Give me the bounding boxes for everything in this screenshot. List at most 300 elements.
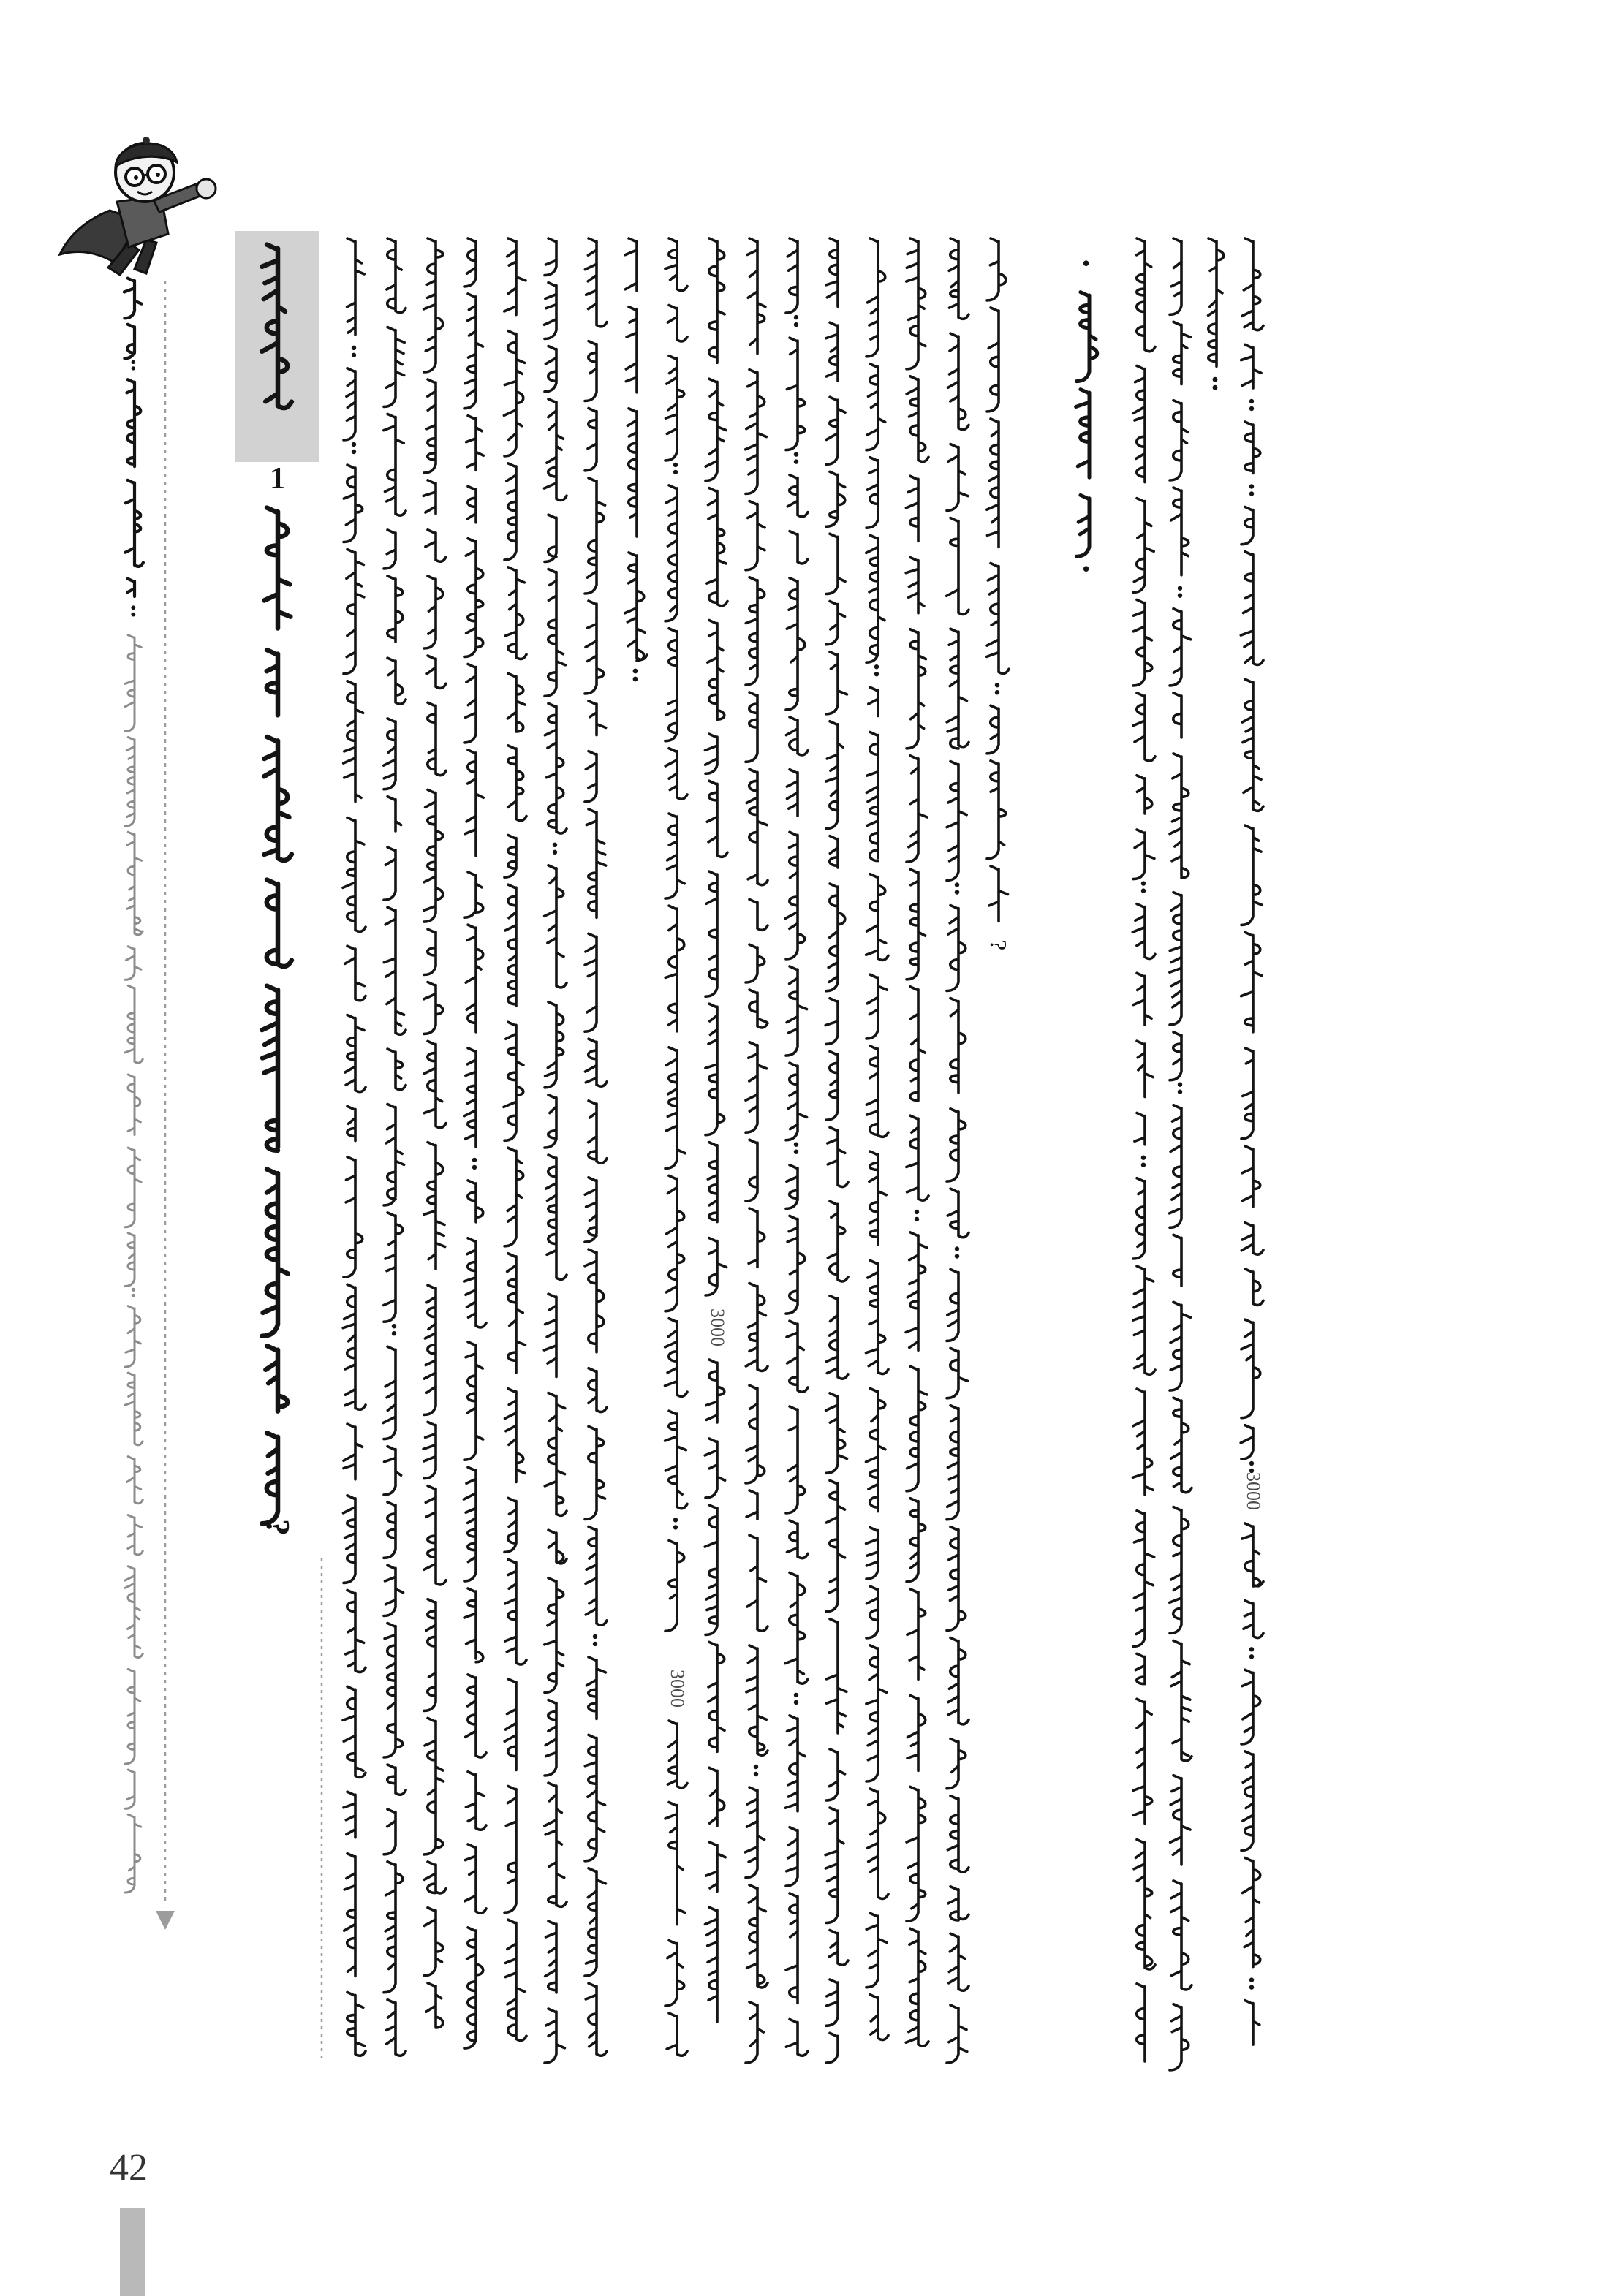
script-word <box>1076 390 1089 478</box>
script-word <box>826 1749 845 1800</box>
script-word <box>504 331 524 456</box>
script-word <box>1170 1032 1181 1080</box>
script-word <box>866 974 887 1039</box>
script-word <box>1133 499 1154 593</box>
script-word <box>384 1105 404 1205</box>
body-text-column <box>785 238 808 2056</box>
script-word <box>1135 1653 1145 1683</box>
script-word <box>344 550 364 674</box>
script-word <box>125 1566 143 1658</box>
script-word <box>746 370 767 494</box>
script-word <box>465 1675 486 1757</box>
script-word <box>785 1572 808 1683</box>
punctuation-mark <box>794 322 798 327</box>
script-word <box>866 458 878 528</box>
heading-number: 1 <box>270 462 285 496</box>
script-word <box>1173 1235 1181 1286</box>
body-text-column <box>464 238 486 2048</box>
script-word <box>124 279 142 319</box>
punctuation-mark <box>995 683 999 687</box>
punctuation-mark <box>593 1634 597 1639</box>
script-word <box>665 1411 687 1509</box>
script-word <box>786 1893 798 2003</box>
script-word <box>665 1941 684 2006</box>
script-word <box>464 664 476 743</box>
script-word <box>866 364 885 450</box>
script-word <box>548 1530 567 1564</box>
script-word <box>424 1285 436 1414</box>
script-word <box>465 1844 486 1913</box>
script-word <box>545 703 567 833</box>
script-word <box>987 419 999 548</box>
script-word <box>125 1148 141 1227</box>
script-word <box>545 1095 556 1148</box>
script-word <box>384 1447 401 1495</box>
script-word <box>826 471 845 526</box>
script-word <box>125 1306 140 1367</box>
script-word <box>667 2013 687 2056</box>
punctuation-mark <box>132 360 135 364</box>
punctuation-mark <box>995 690 999 694</box>
script-word <box>345 1015 366 1092</box>
script-word <box>1245 422 1260 474</box>
script-word <box>1171 1881 1192 1990</box>
script-word <box>947 444 968 511</box>
script-word <box>125 1233 135 1287</box>
punctuation-mark <box>131 605 135 610</box>
script-word <box>1241 1048 1253 1139</box>
script-word <box>466 925 483 1032</box>
script-word <box>1208 238 1224 366</box>
script-word <box>906 558 924 613</box>
script-word <box>1133 973 1151 1025</box>
script-word <box>125 947 141 980</box>
script-word <box>507 1254 526 1373</box>
script-word <box>829 1931 848 1966</box>
script-word <box>346 1590 366 1672</box>
punctuation-mark <box>1249 1461 1254 1466</box>
script-word <box>787 1321 808 1392</box>
script-word <box>707 781 727 857</box>
punctuation-mark <box>673 470 678 474</box>
script-word <box>384 1624 403 1758</box>
script-word <box>465 750 483 856</box>
script-word <box>262 986 278 1151</box>
heading-question-mark: ? <box>260 1519 297 1536</box>
script-word <box>384 1862 403 1993</box>
punctuation-mark <box>132 1294 135 1297</box>
script-word <box>585 238 607 327</box>
punctuation-mark <box>472 1158 477 1162</box>
script-word <box>1171 1640 1192 1761</box>
script-word <box>343 1686 366 1777</box>
script-word <box>947 629 969 749</box>
script-word <box>424 1908 443 1976</box>
script-word <box>786 238 798 313</box>
script-word <box>424 789 443 922</box>
script-word <box>387 1765 406 1795</box>
script-word <box>949 1933 969 1990</box>
body-text-column <box>383 238 406 2056</box>
script-word <box>424 982 443 1034</box>
punctuation-mark <box>1213 385 1218 390</box>
punctuation-mark <box>132 366 135 370</box>
script-word <box>545 1700 556 1776</box>
script-word <box>826 1480 845 1611</box>
script-word <box>747 1885 768 1988</box>
script-word <box>468 1181 483 1222</box>
script-word <box>505 1389 526 1482</box>
page-number: 42 <box>110 2147 148 2189</box>
body-text-column <box>423 238 446 2028</box>
script-word <box>907 1115 928 1200</box>
script-word <box>384 1565 404 1615</box>
body-text-column <box>665 238 688 2056</box>
script-word <box>907 629 926 749</box>
script-word <box>1173 322 1191 384</box>
script-word <box>626 307 637 393</box>
script-word <box>826 1051 838 1120</box>
script-word <box>464 1928 483 2048</box>
script-word <box>987 761 1006 859</box>
punctuation-mark <box>1141 1163 1146 1167</box>
script-word <box>384 907 406 1034</box>
script-word <box>384 530 396 569</box>
script-word <box>545 238 556 276</box>
script-word <box>127 1457 143 1504</box>
script-word <box>708 1642 725 1751</box>
script-word <box>343 1284 366 1409</box>
script-word <box>1135 1113 1145 1145</box>
script-word <box>586 1039 608 1086</box>
script-word <box>830 836 838 868</box>
script-word <box>125 738 135 827</box>
punctuation-mark <box>794 1143 798 1147</box>
script-word <box>907 238 926 369</box>
script-word <box>344 681 363 802</box>
script-word <box>424 1041 446 1127</box>
script-word <box>125 480 143 567</box>
script-word <box>746 2002 763 2063</box>
script-word <box>667 306 687 341</box>
script-word <box>705 1004 725 1135</box>
script-word <box>866 535 885 662</box>
script-word <box>387 576 403 642</box>
script-word <box>428 702 446 775</box>
script-word <box>505 1920 526 2040</box>
punctuation-mark <box>352 450 356 454</box>
script-word <box>589 701 606 735</box>
script-word <box>464 294 483 409</box>
script-word <box>585 933 597 1031</box>
script-word <box>826 721 843 829</box>
script-word <box>947 762 966 881</box>
script-word <box>262 1170 287 1336</box>
script-word <box>387 797 401 831</box>
script-word <box>665 356 684 461</box>
script-word <box>504 463 516 560</box>
script-word <box>665 1803 685 1925</box>
script-word <box>947 1739 966 1789</box>
script-word <box>545 2009 564 2063</box>
script-word <box>504 1148 523 1246</box>
script-word <box>746 1140 757 1201</box>
script-word <box>665 749 687 800</box>
script-word <box>747 238 765 354</box>
script-word <box>826 884 845 991</box>
script-word <box>705 379 726 480</box>
script-word <box>424 1862 446 1893</box>
body-text-column <box>745 238 768 2063</box>
running-head <box>125 635 143 1893</box>
script-word <box>747 1535 768 1631</box>
script-word <box>585 478 605 594</box>
script-word <box>387 238 406 313</box>
script-word <box>1171 488 1189 575</box>
script-word <box>709 238 725 363</box>
script-word <box>1173 693 1181 738</box>
punctuation-mark <box>1141 881 1146 885</box>
paragraph-number: 3000 <box>1243 1472 1264 1510</box>
heading-label <box>262 245 292 408</box>
script-word <box>949 238 969 319</box>
script-word <box>826 652 847 714</box>
script-word <box>826 397 845 464</box>
script-word <box>585 409 597 471</box>
script-word <box>264 508 290 629</box>
script-word <box>665 1175 684 1311</box>
script-word <box>665 1047 685 1169</box>
script-word <box>504 1787 516 1913</box>
script-word <box>1170 609 1191 686</box>
script-word <box>786 1406 805 1513</box>
script-word <box>786 1165 798 1209</box>
script-word <box>707 488 727 606</box>
script-word <box>464 539 483 657</box>
script-word <box>826 602 845 645</box>
script-word <box>1242 1146 1260 1207</box>
script-word <box>826 322 838 381</box>
script-word <box>1137 238 1155 352</box>
script-word <box>504 836 516 878</box>
script-word <box>1133 830 1154 879</box>
script-word <box>344 465 363 542</box>
script-word <box>507 673 525 732</box>
script-word <box>746 769 768 884</box>
script-word <box>828 1127 848 1186</box>
script-word <box>545 1921 556 1993</box>
script-word <box>384 1502 396 1558</box>
script-word <box>545 1578 564 1693</box>
script-word <box>987 238 1006 300</box>
punctuation-mark <box>915 1217 919 1221</box>
script-word <box>746 1490 757 1519</box>
script-word <box>264 737 292 860</box>
script-word <box>384 719 396 789</box>
script-word <box>1133 693 1155 761</box>
script-word <box>1134 1840 1155 1970</box>
script-word <box>545 569 565 697</box>
script-word <box>545 1783 567 1906</box>
script-word <box>828 1201 848 1281</box>
punctuation-mark <box>955 882 959 887</box>
script-word <box>665 906 684 1031</box>
script-word <box>545 515 556 561</box>
script-word <box>344 368 355 440</box>
script-word <box>910 987 925 1101</box>
script-word <box>426 1983 443 2028</box>
script-word <box>585 1426 605 1519</box>
punctuation-mark <box>1141 1156 1146 1160</box>
script-word <box>585 1868 605 1976</box>
script-word <box>947 1796 969 1872</box>
script-word <box>1133 600 1152 686</box>
script-word <box>423 480 436 514</box>
script-word <box>826 238 838 306</box>
body-text-column <box>705 238 727 2022</box>
script-word <box>467 486 476 522</box>
script-word <box>826 1619 846 1733</box>
script-word <box>786 338 805 450</box>
script-word <box>665 1319 688 1397</box>
script-word <box>665 485 677 621</box>
script-word <box>427 656 446 688</box>
script-word <box>787 770 798 817</box>
script-word <box>907 869 926 980</box>
script-word <box>826 2033 838 2063</box>
script-word <box>826 534 845 594</box>
script-word <box>585 1178 597 1242</box>
script-word <box>667 1721 687 1788</box>
punctuation-mark <box>1213 377 1218 382</box>
script-word <box>749 899 768 930</box>
script-word <box>124 325 135 359</box>
script-word <box>947 1109 966 1181</box>
script-word <box>705 1907 718 2022</box>
script-word <box>786 578 805 710</box>
script-word <box>127 579 135 596</box>
script-word <box>625 238 637 291</box>
script-word <box>589 1368 607 1412</box>
script-word <box>786 717 808 755</box>
script-word <box>1133 366 1145 482</box>
script-word <box>625 553 647 661</box>
script-word <box>387 1049 406 1090</box>
script-word <box>1170 1507 1189 1634</box>
punctuation-mark <box>955 1254 959 1258</box>
body-text-column <box>987 238 1009 921</box>
script-word <box>464 1238 486 1327</box>
script-word <box>869 687 878 716</box>
script-word <box>424 1718 444 1854</box>
script-word <box>907 376 928 462</box>
script-word <box>866 1645 887 1781</box>
heading-title <box>262 508 292 1524</box>
script-word <box>1243 1858 1260 1967</box>
script-word <box>424 379 436 473</box>
punctuation-mark <box>794 1693 798 1697</box>
body-number: 3000 <box>667 1670 688 1708</box>
script-word <box>866 874 888 961</box>
script-word <box>866 1528 878 1579</box>
script-word <box>544 399 567 501</box>
body-question-mark: ? <box>985 940 1012 951</box>
paragraph-text-column <box>1170 238 1192 2070</box>
script-word <box>464 1467 476 1581</box>
script-word <box>1241 1670 1260 1744</box>
script-word <box>746 1385 765 1483</box>
script-word <box>1241 507 1253 545</box>
script-word <box>866 1046 888 1137</box>
script-word <box>585 1735 605 1860</box>
script-word <box>544 1294 556 1376</box>
script-word <box>706 1360 725 1422</box>
script-word <box>1241 825 1262 925</box>
punctuation-mark <box>392 1324 396 1328</box>
script-word <box>423 1422 436 1478</box>
body-number: 3000 <box>707 1308 728 1346</box>
script-word <box>1133 1266 1155 1374</box>
script-word <box>1132 904 1155 959</box>
script-word <box>1133 1389 1154 1495</box>
script-word <box>1076 292 1097 382</box>
script-word <box>587 1657 606 1719</box>
script-word <box>705 1238 727 1295</box>
script-word <box>125 1373 143 1445</box>
script-word <box>665 814 684 898</box>
script-word <box>425 530 446 561</box>
script-word <box>464 1342 483 1460</box>
punctuation-mark <box>754 1765 758 1769</box>
script-word <box>585 341 597 401</box>
script-word <box>1170 1302 1190 1390</box>
script-word <box>826 1393 847 1473</box>
script-word <box>344 1157 363 1278</box>
punctuation-mark <box>1178 594 1182 598</box>
script-word <box>1170 893 1181 1025</box>
script-word <box>746 1042 767 1133</box>
script-word <box>125 1814 141 1893</box>
script-word <box>907 1695 926 1770</box>
script-word <box>1170 401 1188 480</box>
script-word <box>825 999 838 1045</box>
script-word <box>825 1808 844 1923</box>
script-word <box>344 1854 355 1977</box>
script-word <box>508 746 526 821</box>
script-word <box>1241 344 1262 388</box>
body-text-column <box>625 238 647 681</box>
page-edge-bar <box>120 2208 145 2296</box>
punctuation-mark <box>754 1772 758 1776</box>
script-word <box>464 1588 483 1662</box>
body-text-column <box>585 238 607 2056</box>
script-word <box>384 847 396 900</box>
body-text-column <box>343 238 366 2056</box>
script-word <box>745 1787 764 1878</box>
script-word <box>746 1645 768 1755</box>
script-word <box>545 283 557 339</box>
script-word <box>786 966 807 1056</box>
punctuation-mark <box>794 1700 798 1705</box>
script-word <box>1242 679 1263 811</box>
script-word <box>384 327 404 407</box>
script-word <box>504 238 526 315</box>
script-word <box>1245 2001 1260 2045</box>
punctuation-mark <box>955 890 959 894</box>
script-word <box>1245 1269 1263 1306</box>
script-word <box>665 1540 684 1631</box>
paragraph-text-column <box>1132 238 1155 2061</box>
